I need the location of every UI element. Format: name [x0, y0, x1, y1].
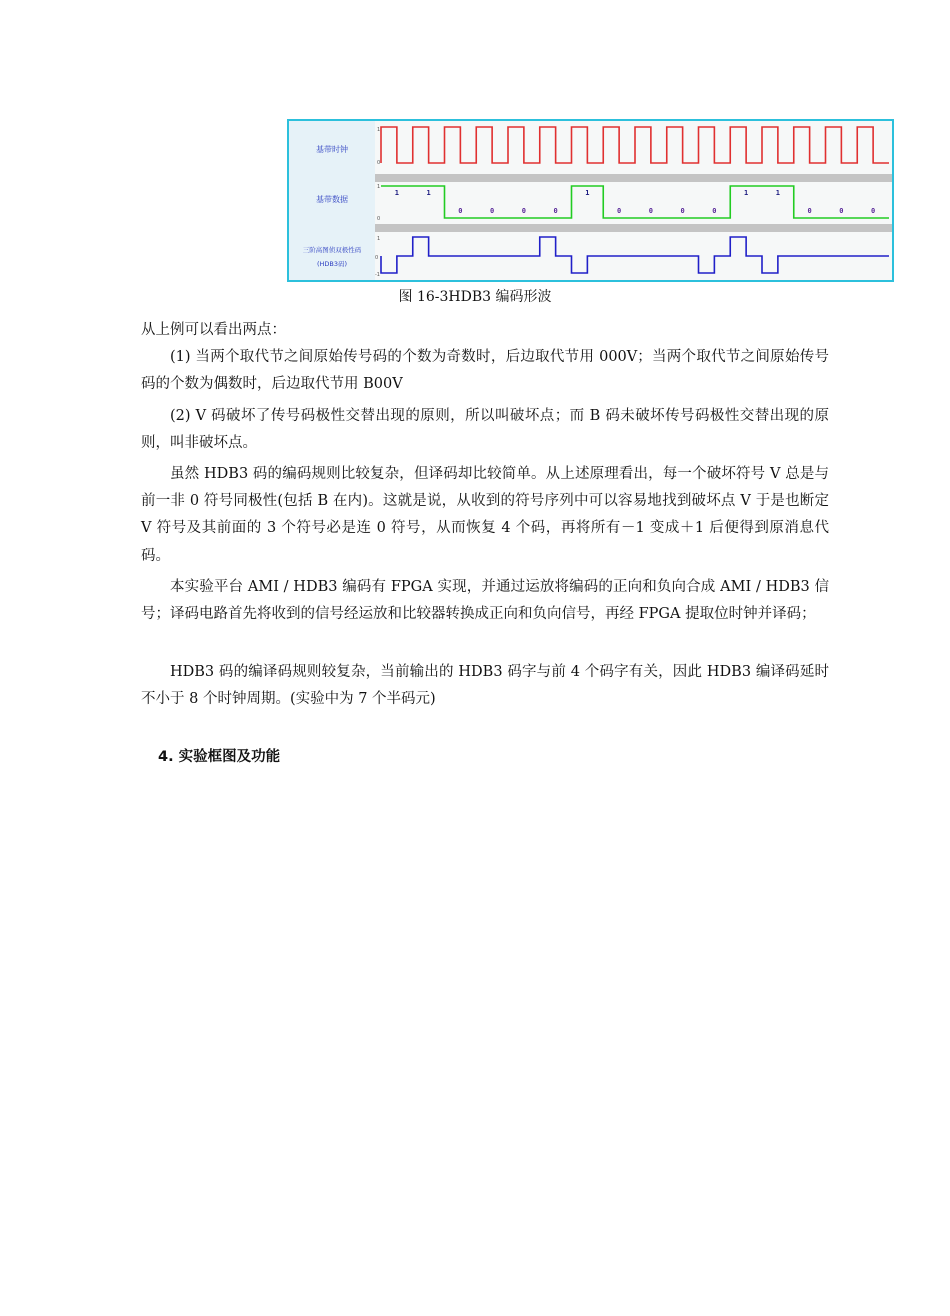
bit-label: 1 — [426, 189, 431, 197]
paragraph-intro: 从上例可以看出两点： — [141, 322, 286, 338]
paragraph-decoding: 虽然 HDB3 码的编码规则比较复杂，但译码却比较简单。从上述原理看出，每一个破坏符号 V 总是与前一非 0 符号同极性(包括 B 在内)。这就是说，从收到的符号序列中可以容易地找到破坏点 V 于是也断定 V 符号及其前面的 3 个符号必是连 0 符号，从而恢复 4 个码，再将所有－1 变成＋1 后便得到原消息代码。 — [141, 466, 829, 564]
clock-panel — [375, 121, 892, 174]
waveform-svg — [289, 121, 892, 280]
bit-label: 0 — [490, 207, 495, 215]
paragraph-point-1: (1) 当两个取代节之间原始传号码的个数为奇数时，后边取代节用 000V；当两个取代节之间原始传号码的个数为偶数时，后边取代节用 B00V — [141, 349, 829, 393]
separator-band-1 — [375, 174, 892, 182]
bit-label: 1 — [585, 189, 590, 197]
bit-label: 0 — [680, 207, 685, 215]
clock-axis-one: 1 — [377, 127, 381, 133]
section-heading: 4. 实验框图及功能 — [158, 749, 281, 765]
bit-label: 1 — [394, 189, 399, 197]
row-label-data: 基带数据 — [316, 195, 348, 204]
hdb3-waveform-figure — [287, 119, 894, 282]
row-label-hdb3-line2: (HDB3码) — [316, 260, 348, 268]
clock-axis-zero: 0 — [377, 160, 381, 166]
separator-band-2 — [375, 224, 892, 232]
bit-label: 0 — [553, 207, 558, 215]
bit-label: 0 — [807, 207, 812, 215]
bit-label: 1 — [744, 189, 749, 197]
figure-caption: 图 16-3HDB3 编码形波 — [398, 289, 552, 305]
bit-label: 0 — [617, 207, 622, 215]
bit-label: 0 — [458, 207, 463, 215]
bit-label: 1 — [775, 189, 780, 197]
row-label-clock: 基带时钟 — [316, 145, 348, 154]
bit-label: 0 — [712, 207, 717, 215]
bit-label: 0 — [871, 207, 876, 215]
data-axis-zero: 0 — [377, 216, 381, 222]
row-label-hdb3-line1: 三阶高图侦双极性码 — [302, 246, 362, 254]
hdb3-axis-zero: 0 — [375, 255, 379, 261]
data-axis-one: 1 — [377, 184, 381, 190]
paragraph-delay: HDB3 码的编译码规则较复杂，当前输出的 HDB3 码字与前 4 个码字有关，因此 HDB3 编译码延时不小于 8 个时钟周期。(实验中为 7 个半码元) — [141, 664, 829, 708]
hdb3-axis-neg-one: -1 — [375, 272, 380, 278]
bit-label: 0 — [648, 207, 653, 215]
paragraph-point-2: (2) V 码破坏了传号码极性交替出现的原则，所以叫破坏点；而 B 码未破坏传号码极性交替出现的原则，叫非破坏点。 — [141, 408, 829, 452]
bit-label: 0 — [521, 207, 526, 215]
bit-label: 0 — [839, 207, 844, 215]
paragraph-platform: 本实验平台 AMI / HDB3 编码有 FPGA 实现，并通过运放将编码的正向和负向合成 AMI / HDB3 信号；译码电路首先将收到的信号经运放和比较器转换成正向和负向信号，再经 FPGA 提取位时钟并译码； — [141, 579, 829, 623]
hdb3-axis-one: 1 — [377, 236, 381, 242]
